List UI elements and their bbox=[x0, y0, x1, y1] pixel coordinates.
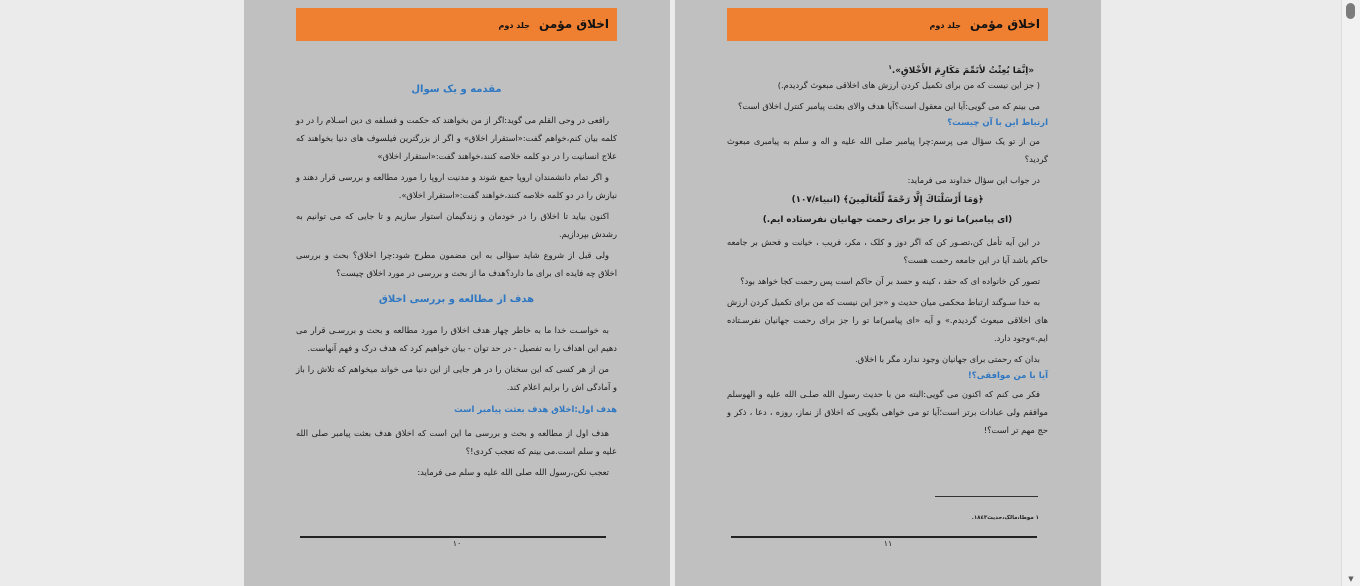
scroll-down-icon[interactable]: ▼ bbox=[1348, 575, 1354, 583]
page-body-section2 bbox=[296, 294, 617, 305]
paragraph: تصور کن خانواده ای که حقد ، کينه و حسد بر آن حاکم است پس رحمت کجا خواهد بود؟ bbox=[740, 275, 1040, 286]
header-subtitle: جلد دوم bbox=[498, 21, 530, 30]
page-number: ١١ bbox=[883, 539, 893, 548]
header-subtitle: جلد دوم bbox=[929, 21, 961, 30]
page-body bbox=[727, 64, 1048, 442]
paragraph: بدان که رحمتی برای جهانيان وجود ندارد مگر با اخلاق. bbox=[855, 353, 1040, 364]
subsection-heading: هدف اول:اخلاق هدف بعثت پيامبر است bbox=[454, 405, 617, 415]
page-header-bar bbox=[727, 8, 1048, 41]
footnote-text: ١ موطا،مالک،حديث١٨٤٣. bbox=[971, 515, 1039, 521]
paragraph: من از تو يک سؤال می پرسم:چرا پيامبر صلی الله عليه و اله و سلم به پيامبری مبعوث گرديد؟ bbox=[727, 135, 1048, 164]
quran-verse: ﴿وَمَا أَرْسَلْنَاكَ إِلَّا رَحْمَةً لِّلْعَالَمِينَ﴾ (انبياء/١٠٧) bbox=[791, 194, 984, 205]
page-body bbox=[296, 84, 617, 95]
page-body-paragraphs bbox=[296, 111, 617, 285]
paragraph: من از هر کسی که اين سخنان را در هر جايی از اين دنيا می خواند ميخواهم که تلاش را باز و آمادگی اش را برايم اعلام کند. bbox=[296, 364, 617, 392]
verse-translation: (ای پيامبر)ما تو را جز برای رحمت جهانيان نفرستاده ايم.) bbox=[762, 214, 1013, 225]
page-body-paragraphs-2 bbox=[296, 321, 617, 399]
page-number: ١٠ bbox=[452, 539, 462, 548]
header-title: اخلاق مؤمن bbox=[970, 17, 1040, 31]
paragraph: هدف اول از مطالعه و بحث و بررسی ما اين است که اخلاق هدف بعثت پيامبر صلی الله عليه و سلم است.می بينم که تعجب کردی!؟ bbox=[296, 428, 617, 456]
paragraph: به خدا سـوگند ارتباط محکمی ميان حديث و «جز اين نيست که من برای تکميل کردن ارزش های اخلاقی مبعوث گرديدم.» و آيه «ای پيامبر)ما تو را جز برای رحمت جهانيان نفرسـتاده ايم.»وجود دارد. bbox=[727, 296, 1048, 343]
page-body-paragraphs-3 bbox=[296, 424, 617, 484]
document-page-10 bbox=[244, 0, 670, 586]
subsection-heading: ارتباط اين با آن چيست؟ bbox=[947, 117, 1048, 128]
hadith-quote-text: «اِنَّمَا بُعِثْتُ لأتَمِّمَ مَکَارِمَ الأَخْلاقِ». bbox=[891, 65, 1034, 76]
section-heading: مقدمه و يک سوال bbox=[411, 84, 502, 95]
paragraph: ولی قبل از شروع شايد سؤالی به اين مضمون مطرح شود:چرا اخلاق؟ بحث و بررسی اخلاق چه فايده ای برای ما دارد؟هدف ما از بحث و بررسی در مورد اخلاق چيست؟ bbox=[296, 250, 617, 278]
footnote-marker[interactable]: ١ bbox=[888, 64, 892, 71]
page-header-bar bbox=[296, 8, 617, 41]
footer-rule bbox=[731, 536, 1037, 538]
paragraph: ( جز اين نيست که من برای تکميل کردن ارزش های اخلاقی مبعوث گرديدم.) bbox=[777, 79, 1040, 90]
paragraph: در جواب اين سؤال خداوند می فرمايد: bbox=[907, 174, 1040, 185]
paragraph: و اگر تمام دانشمندان اروپا جمع شوند و مدنيت اروپا را مورد مطالعه و بررسی قرار دهند و نيازش را در دو کلمه خلاصه کنند،خواهند گفت:«استقرار اخلاق». bbox=[296, 172, 617, 200]
page-body-section3 bbox=[296, 405, 617, 415]
footer-rule bbox=[300, 536, 606, 538]
paragraph: به خواسـت خدا ما به خاطر چهار هدف اخلاق را مورد مطالعه و بحث و بررسـی قرار می دهيم اين اهداف را به تفصيل - در حد توان - بيان خواهيم کرد که هدف درک و فهم آنهاست. bbox=[296, 325, 617, 353]
document-page-11 bbox=[675, 0, 1101, 586]
section-heading: هدف از مطالعه و بررسی اخلاق bbox=[378, 294, 535, 305]
vertical-scrollbar[interactable] bbox=[1341, 0, 1360, 586]
paragraph: فکر می کنم که اکنون می گويی:البته من با حديث رسول الله صلـی الله عليه و الهوسلم موافقم ولی عبادات برتر است؛آيا تو می خواهی بگويی که اخلاق از نماز، روزه ، دعا ، ذکر و حج مهم تر است؟! bbox=[727, 388, 1048, 435]
paragraph: رافعی در وحی القلم می گويد:اگر از من بخواهند که حکمت و فسلفه ی دين اسـلام را در دو کلمه بيان کنم،خواهم گفت:«استقرار اخلاق» و اگر از بزرگترين فيلسوف های دنيا بخواهند که علاج انسانيت را در دو کلمه خلاصه کنند،خواهند گفت:«استقرار اخلاق» bbox=[296, 115, 617, 161]
footnote-rule bbox=[935, 496, 1038, 497]
paragraph: تعجب نکن،رسول الله صلی الله عليه و سلم می فرمايد: bbox=[417, 467, 609, 477]
paragraph: می بينم که می گويی:آيا اين معقول است؟آيا هدف والای بعثت پيامبر کنترل اخلاق است؟ bbox=[737, 100, 1040, 111]
subsection-heading: آيا با من موافقی؟! bbox=[967, 370, 1048, 381]
scrollbar-thumb[interactable] bbox=[1346, 3, 1355, 19]
hadith-quote bbox=[727, 64, 1034, 76]
header-title: اخلاق مؤمن bbox=[539, 17, 609, 31]
paragraph: اکنون بيايد تا اخلاق را در خودمان و زندگيمان استوار سازيم و تا جايی که می توانيم به رشدش بپردازيم. bbox=[296, 211, 617, 239]
paragraph: در اين آيه تأمل کن،تصـور کن که اگر دوز و کلک ، مکر، فريب ، خيانت و فحش بر جامعه حاکم باشد آيا در اين جامعه رحمت هست؟ bbox=[727, 236, 1048, 265]
